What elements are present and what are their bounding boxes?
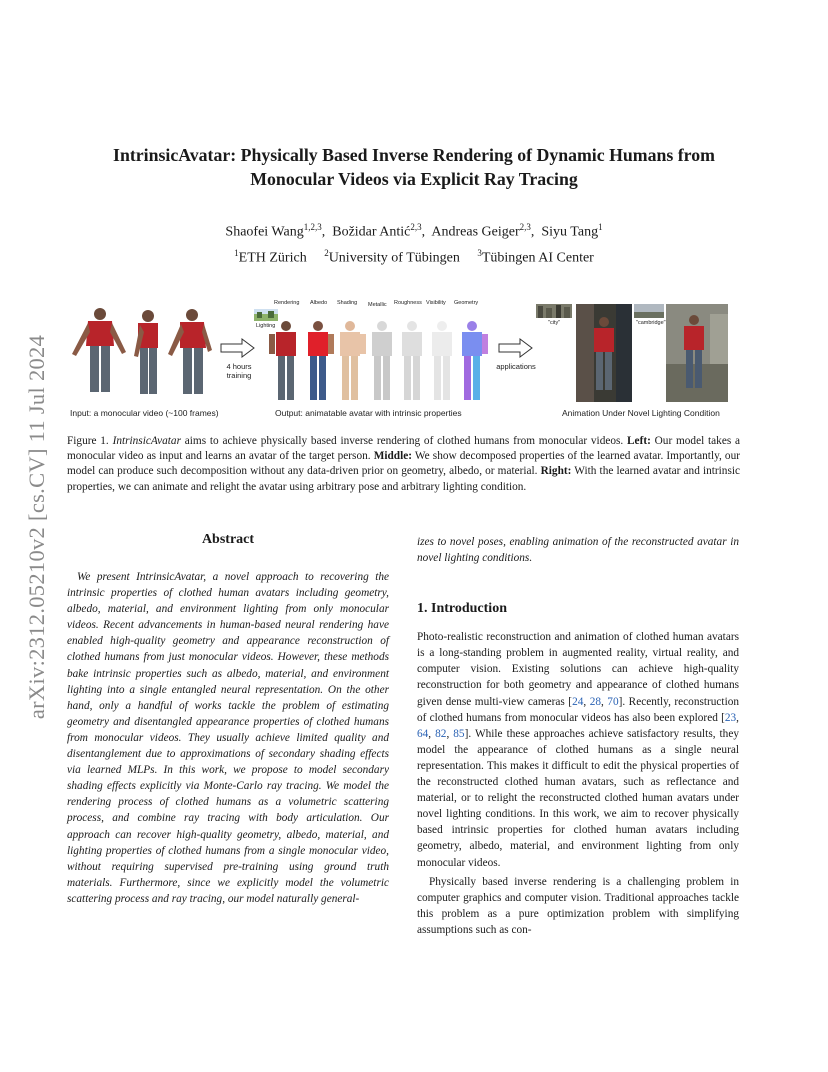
citation-link[interactable]: 82 — [435, 727, 447, 740]
person-figure-3 — [168, 309, 212, 394]
city-lighting-label: "city" — [548, 320, 561, 326]
teaser-figure — [62, 292, 770, 427]
abstract-body: We present IntrinsicAvatar, a novel approach to recovering the intrinsic properties of clothed human avatars including geometry, albedo, material, and environment lighting from only monocular videos. Recent advancements in human-based neural rendering have enabled high-quality geometry and appearance reconstruction of clothed humans from just monocular videos. However, these methods bake intrinsic properties such as albedo, material, and environment lighting into a single entangled neural representation. On the other hand, only a handful of works tackle the problem of estimating geometry and disentangled appearance properties of clothed humans from monocular videos. They usually achieve limited quality and disentanglement due to approximations of secondary shading effects via learned MLPs. In this work, we propose to model secondary shading effects explicitly via Monte-Carlo ray tracing. We model the rendering process of clothed humans as a volumetric scattering process, and combine ray tracing with body articulation. Our approach can recover high-quality geometry, albedo, material, and lighting properties of clothed humans from a single monocular video, without requiring supervised pre-training using ground truth materials. Furthermore, since we explicitly model the volumetric scattering process and ray tracing, our model naturally general- — [67, 571, 389, 905]
figure-number: Figure 1. — [67, 435, 109, 447]
caption-left-marker: Left: — [627, 435, 651, 447]
applications-label: applications — [496, 362, 536, 371]
caption-text: Our model takes a monocular video as input and learns an avatar of the target person. — [67, 435, 741, 463]
affiliation-name: Tübingen AI Center — [481, 250, 594, 266]
right-column — [417, 534, 739, 938]
intro-text: ]. Recently, reconstruction of clothed humans from monocular videos has also been explored [ — [417, 695, 739, 724]
method-name: IntrinsicAvatar — [112, 435, 181, 447]
caption-text: aims to achieve physically based inverse rendering of clothed humans from monocular videos. — [180, 435, 628, 447]
author-list: Shaofei Wang$^{1,2,3}$, Božidar Antić$^{2,3}$, Andreas Geiger$^{2,3}$, Siyu Tang$^1$ — [225, 222, 603, 240]
author-affiliation: 1,2,3 — [303, 222, 322, 232]
input-label: Input: a monocular video (~100 frames) — [70, 408, 219, 418]
author-name: Siyu Tang — [541, 224, 599, 240]
author-affiliation: 1 — [598, 222, 603, 232]
input-video-frames — [66, 302, 216, 402]
intro-paragraph-2: Physically based inverse rendering is a challenging problem in computer graphics and computer vision. Traditional approaches tackle this problem as a pure optimization problem with simplifying assumptions such as con- — [417, 875, 739, 936]
arrow-right-icon — [498, 338, 534, 358]
title-line-2: Monocular Videos via Explicit Ray Tracing — [250, 169, 578, 189]
property-label-rendering: Rendering — [274, 300, 300, 306]
author-name: Božidar Antić — [332, 224, 411, 240]
affiliation-number: 1 — [234, 247, 239, 258]
person-figure-1 — [72, 308, 126, 392]
affiliation-name: ETH Zürich — [238, 250, 307, 266]
citation-link[interactable]: 70 — [607, 695, 619, 708]
affiliation-number: 2 — [324, 247, 329, 258]
arxiv-stamp — [22, 292, 52, 762]
person-figure-2 — [134, 310, 158, 394]
author-affiliation: 2,3 — [519, 222, 531, 232]
training-time-label: 4 hours training — [226, 362, 252, 380]
animation-label: Animation Under Novel Lighting Condition — [562, 408, 720, 418]
citation-link[interactable]: 28 — [589, 695, 601, 708]
output-label: Output: animatable avatar with intrinsic properties — [275, 408, 462, 418]
arxiv-stamp-text: arXiv:2312.05210v2 [cs.CV] 11 Jul 2024 — [24, 334, 50, 720]
cambridge-relit-render — [666, 304, 728, 402]
abstract-heading: Abstract — [201, 532, 255, 547]
property-label-shading: Shading — [337, 300, 358, 306]
figure-caption — [67, 434, 740, 495]
caption-right-marker: Right: — [540, 465, 572, 478]
author-affiliation: 2,3 — [410, 222, 422, 232]
abstract-continuation: izes to novel poses, enabling animation of the reconstructed avatar in novel lighting conditions. — [417, 536, 739, 565]
introduction-heading: 1. Introduction — [417, 601, 507, 617]
arrow-right-icon — [220, 338, 256, 358]
affiliation-list — [60, 243, 768, 269]
intro-paragraph-1: Photo-realistic reconstruction and animation of clothed human avatars is a long-standing problem in augmented reality, virtual reality, and computer vision. Existing solutions can achieve high-quality reconstruction for both geometry and appearance of clothed humans given dense multi-view cameras [24, 28, 70]. Recently, reconstruction of clothed humans from monocular videos has also been explored [23, 64, 82, 85]. While these approaches achieve satisfactory results, they model the appearance of clothed humans as a single neural representation. This makes it difficult to edit the physical properties of the reconstructed clothed human avatars, such as reflectance and material, or to relight the reconstructed clothed human avatars under novel lighting conditions. In this work, we aim to recover physically based intrinsic properties for clothed human avatars including geometry, albedo, material, and environment lighting from only monocular videos. — [417, 631, 739, 869]
author-name: Andreas Geiger — [431, 224, 520, 240]
caption-text: With the learned avatar and intrinsic properties, we can animate and relight the avatar using arbitrary pose and arbitrary lighting condition. — [67, 465, 740, 493]
decomposed-avatar-properties — [264, 318, 494, 408]
citation-link[interactable]: 64 — [417, 727, 429, 740]
author-block — [60, 217, 768, 268]
caption-text: We show decomposed properties of the learned avatar. Importantly, our model can produce such decomposition without any data-driven prior on geometry, albedo, or material. — [67, 450, 740, 478]
property-label-albedo: Albedo — [310, 300, 328, 306]
citation-link[interactable]: 85 — [453, 727, 465, 740]
title-line-1: IntrinsicAvatar: Physically Based Inverse Rendering of Dynamic Humans from — [113, 145, 715, 165]
affiliation-name: University of Tübingen — [328, 250, 460, 266]
property-label-roughness: Roughness — [394, 300, 422, 306]
property-label-geometry: Geometry — [454, 300, 479, 306]
caption-middle-marker: Middle: — [373, 450, 412, 463]
intro-text: Photo-realistic reconstruction and animation of clothed human avatars is a long-standing problem in augmented reality, virtual reality, and computer vision. Existing solutions can achieve high-quality reconstruction for both geometry and appearance of clothed humans given dense multi-view cameras [ — [417, 631, 739, 708]
intro-text: ]. While these approaches achieve satisfactory results, they model the appearance of clothed humans as a single neural representation. This makes it difficult to edit the physical properties of the reconstructed clothed human avatars, such as reflectance and material, or to relight the reconstructed clothed human avatars under novel lighting conditions. In this work, we aim to recover physically based intrinsic properties for clothed human avatars including geometry, albedo, material, and environment lighting from only monocular videos. — [417, 727, 739, 869]
city-envmap-thumbnail — [536, 304, 572, 318]
paper-title — [60, 143, 768, 191]
affiliation-number: 3 — [477, 247, 482, 258]
author-name: Shaofei Wang — [225, 224, 304, 240]
property-label-metallic: Metallic — [368, 302, 387, 308]
cambridge-lighting-label: "cambridge" — [636, 320, 666, 326]
lighting-label: Lighting — [256, 323, 276, 329]
citation-link[interactable]: 24 — [572, 695, 584, 708]
citation-link[interactable]: 23 — [724, 711, 737, 724]
cambridge-envmap-thumbnail — [634, 304, 664, 318]
left-column — [67, 531, 389, 907]
city-relit-render — [576, 304, 632, 402]
property-label-visibility: Visibility — [426, 300, 446, 306]
